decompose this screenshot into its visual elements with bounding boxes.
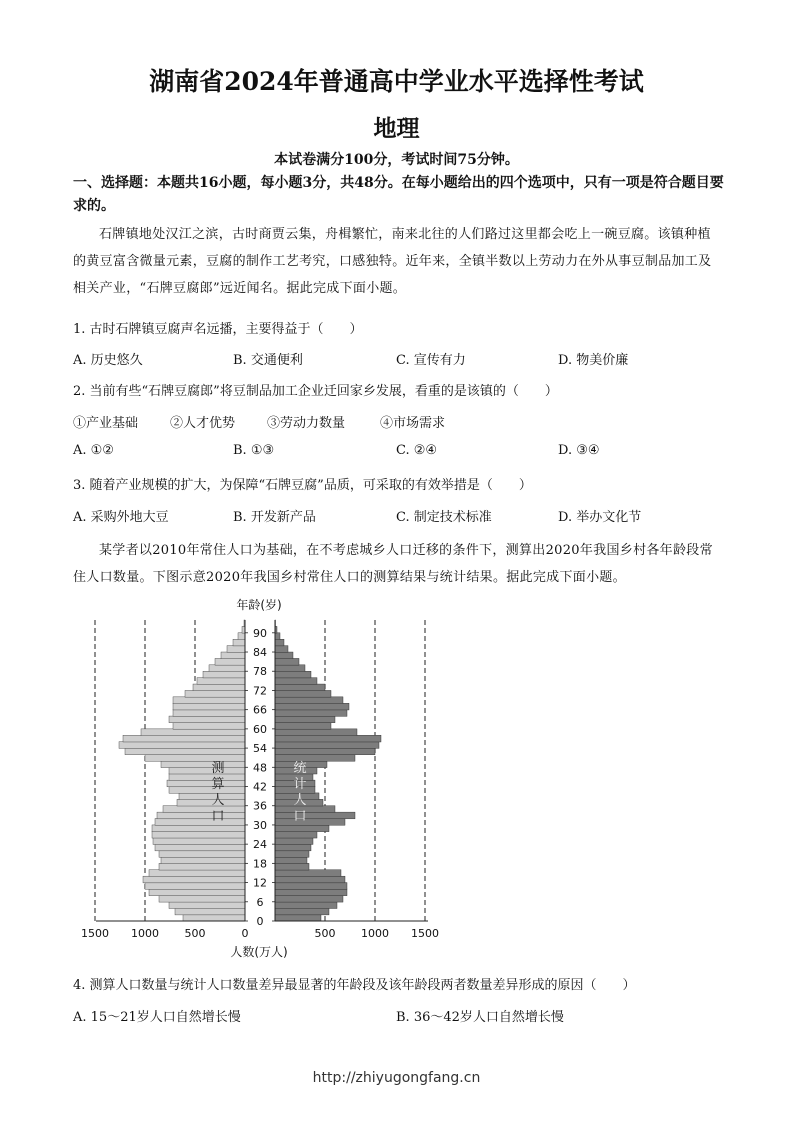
y-tick-label-6: 6 bbox=[256, 895, 264, 909]
right-bar-age-88 bbox=[275, 633, 280, 640]
left-bar-age-88 bbox=[238, 633, 245, 640]
right-bar-age-64 bbox=[275, 710, 347, 717]
x-tick-label-left-500: 500 bbox=[184, 927, 206, 940]
x-tick-label-right-1500: 1500 bbox=[411, 927, 439, 940]
left-bar-age-76 bbox=[203, 671, 245, 678]
x-tick-label-right-1000: 1000 bbox=[361, 927, 389, 940]
left-bar-age-16 bbox=[159, 863, 245, 870]
right-bar-age-52 bbox=[275, 748, 375, 755]
right-bar-age-18 bbox=[275, 857, 307, 864]
left-bar-age-80 bbox=[215, 658, 245, 665]
right-bar-age-16 bbox=[275, 863, 309, 870]
left-bar-age-68 bbox=[173, 697, 245, 704]
left-bar-age-14 bbox=[149, 870, 245, 877]
q1-option-b: B. 交通便利 bbox=[233, 353, 303, 368]
left-bar-age-66 bbox=[173, 703, 245, 710]
y-tick-label-12: 12 bbox=[253, 876, 267, 890]
left-bar-age-70 bbox=[185, 690, 245, 697]
left-bar-age-30 bbox=[155, 819, 245, 826]
right-bar-age-30 bbox=[275, 819, 345, 826]
svg-text:统计人口: 统计人口 bbox=[293, 761, 307, 824]
y-tick-label-90: 90 bbox=[253, 626, 267, 640]
right-bar-age-54 bbox=[275, 742, 379, 749]
y-tick-label-84: 84 bbox=[253, 646, 267, 660]
left-bar-age-20 bbox=[159, 851, 245, 858]
right-bar-age-58 bbox=[275, 729, 357, 736]
left-bar-age-64 bbox=[173, 710, 245, 717]
right-bar-age-70 bbox=[275, 690, 331, 697]
passage-2: 某学者以2010年常住人口为基础，在不考虑城乡人口迁移的条件下，测算出2020年我国乡村各年龄段常住人口数量。下图示意2020年我国乡村常住人口的测算结果与统计结果。据此完成下面小题。 bbox=[73, 543, 713, 585]
left-bar-age-48 bbox=[161, 761, 245, 768]
q2-item-1: ①产业基础 bbox=[73, 416, 139, 431]
exam-title: 湖南省2024年普通高中学业水平选择性考试 bbox=[149, 67, 644, 96]
x-tick-label-left-1000: 1000 bbox=[131, 927, 159, 940]
right-bar-age-22 bbox=[275, 844, 311, 851]
q2-option-c: C. ②④ bbox=[396, 443, 438, 458]
y-tick-label-78: 78 bbox=[253, 665, 267, 679]
left-bar-age-40 bbox=[169, 787, 245, 794]
left-bar-age-58 bbox=[141, 729, 245, 736]
left-bar-age-82 bbox=[221, 652, 245, 659]
left-bar-age-62 bbox=[169, 716, 245, 723]
right-bar-age-14 bbox=[275, 870, 341, 877]
right-bar-age-50 bbox=[275, 754, 355, 761]
q2-item-3: ③劳动力数量 bbox=[267, 416, 346, 431]
q2-option-b: B. ①③ bbox=[233, 443, 275, 458]
right-bar-age-32 bbox=[275, 812, 355, 819]
q2-item-2: ②人才优势 bbox=[170, 416, 236, 431]
left-bar-age-4 bbox=[169, 902, 245, 909]
left-bar-age-60 bbox=[173, 722, 245, 729]
left-bar-age-52 bbox=[125, 748, 245, 755]
left-bar-age-44 bbox=[169, 774, 245, 781]
right-bar-age-10 bbox=[275, 883, 347, 890]
left-bar-age-6 bbox=[159, 895, 245, 902]
x-tick-label-right-500: 500 bbox=[314, 927, 336, 940]
left-bar-age-26 bbox=[152, 831, 245, 838]
left-bar-age-18 bbox=[161, 857, 245, 864]
right-bar-age-86 bbox=[275, 639, 284, 646]
right-bar-age-62 bbox=[275, 716, 335, 723]
y-tick-label-30: 30 bbox=[253, 818, 267, 832]
right-bar-age-80 bbox=[275, 658, 299, 665]
right-bar-age-4 bbox=[275, 902, 337, 909]
right-bar-age-12 bbox=[275, 876, 345, 883]
y-tick-label-60: 60 bbox=[253, 722, 267, 736]
y-tick-label-54: 54 bbox=[253, 742, 267, 756]
left-bar-age-84 bbox=[227, 646, 245, 653]
left-bar-age-8 bbox=[149, 889, 245, 896]
passage-1: 石牌镇地处汉江之滨，古时商贾云集，舟楫繁忙，南来北往的人们路过这里都会吃上一碗豆腐。该镇种植的黄豆富含微量元素，豆腐的制作工艺考究，口感独特。近年来，全镇半数以上劳动力在外从事豆制品加工及相关产业，“石牌豆腐郎”远近闻名。据此完成下面小题。 bbox=[73, 227, 712, 296]
y-tick-label-48: 48 bbox=[253, 761, 267, 775]
q3-option-d: D. 举办文化节 bbox=[558, 510, 642, 525]
right-bar-age-74 bbox=[275, 678, 317, 685]
right-bar-age-68 bbox=[275, 697, 343, 704]
question-1-stem: 1. 古时石牌镇豆腐声名远播，主要得益于（ ） bbox=[73, 322, 363, 337]
right-bar-age-84 bbox=[275, 646, 288, 653]
section-heading: 一、选择题：本题共16小题，每小题3分，共48分。在每小题给出的四个选项中，只有一项是符合题目要求的。 bbox=[73, 175, 724, 214]
right-bar-age-24 bbox=[275, 838, 313, 845]
y-tick-label-36: 36 bbox=[253, 799, 267, 813]
left-bar-age-46 bbox=[169, 767, 245, 774]
left-bar-age-2 bbox=[175, 908, 245, 915]
population-pyramid-svg bbox=[78, 596, 448, 966]
left-bar-age-34 bbox=[163, 806, 245, 813]
q1-option-c: C. 宣传有力 bbox=[396, 353, 466, 368]
q4-option-b: B. 36～42岁人口自然增长慢 bbox=[396, 1010, 564, 1025]
footer-url: http://zhiyugongfang.cn bbox=[312, 1070, 481, 1086]
q4-option-a: A. 15～21岁人口自然增长慢 bbox=[73, 1010, 241, 1025]
left-bar-age-32 bbox=[157, 812, 245, 819]
right-bar-age-78 bbox=[275, 665, 305, 672]
left-bar-age-54 bbox=[119, 742, 245, 749]
left-bar-age-86 bbox=[233, 639, 245, 646]
left-bar-age-0 bbox=[183, 915, 245, 922]
left-bar-age-78 bbox=[209, 665, 245, 672]
right-bar-age-6 bbox=[275, 895, 343, 902]
q1-option-d: D. 物美价廉 bbox=[558, 353, 629, 368]
q2-option-a: A. ①② bbox=[73, 443, 114, 458]
question-2-stem: 2. 当前有些“石牌豆腐郎”将豆制品加工企业迁回家乡发展，看重的是该镇的（ ） bbox=[73, 384, 558, 399]
left-bar-age-50 bbox=[145, 754, 245, 761]
right-bar-age-82 bbox=[275, 652, 293, 659]
right-bar-age-0 bbox=[275, 915, 321, 922]
y-tick-label-72: 72 bbox=[253, 684, 267, 698]
right-bar-age-2 bbox=[275, 908, 329, 915]
x-tick-label-left-1500: 1500 bbox=[81, 927, 109, 940]
left-bar-age-10 bbox=[145, 883, 245, 890]
left-bar-age-28 bbox=[152, 825, 245, 832]
right-bar-age-72 bbox=[275, 684, 325, 691]
right-bar-age-28 bbox=[275, 825, 329, 832]
right-bar-age-8 bbox=[275, 889, 347, 896]
y-tick-label-42: 42 bbox=[253, 780, 267, 794]
y-axis-label: 年龄(岁) bbox=[236, 598, 282, 612]
q3-option-b: B. 开发新产品 bbox=[233, 510, 316, 525]
y-tick-label-66: 66 bbox=[253, 703, 267, 717]
svg-text:测算人口: 测算人口 bbox=[211, 761, 225, 824]
q2-item-4: ④市场需求 bbox=[380, 416, 446, 431]
q1-option-a: A. 历史悠久 bbox=[73, 353, 143, 368]
q3-option-c: C. 制定技术标准 bbox=[396, 510, 492, 525]
left-bar-age-74 bbox=[197, 678, 245, 685]
left-bar-age-24 bbox=[153, 838, 245, 845]
y-tick-label-18: 18 bbox=[253, 857, 267, 871]
y-tick-label-0: 0 bbox=[256, 915, 264, 928]
right-bar-age-56 bbox=[275, 735, 381, 742]
left-bar-age-22 bbox=[155, 844, 245, 851]
question-4-stem: 4. 测算人口数量与统计人口数量差异最显著的年龄段及该年龄段两者数量差异形成的原因（ ） bbox=[73, 978, 636, 993]
right-bar-age-66 bbox=[275, 703, 349, 710]
subject-title: 地理 bbox=[373, 115, 420, 142]
x-tick-label-left-0: 0 bbox=[241, 927, 249, 940]
left-bar-age-12 bbox=[143, 876, 245, 883]
left-bar-age-72 bbox=[193, 684, 245, 691]
y-tick-label-24: 24 bbox=[253, 838, 267, 852]
left-series-label bbox=[211, 761, 224, 824]
right-bar-age-60 bbox=[275, 722, 331, 729]
q2-option-d: D. ③④ bbox=[558, 443, 600, 458]
right-bar-age-76 bbox=[275, 671, 311, 678]
right-bar-age-26 bbox=[275, 831, 317, 838]
question-3-stem: 3. 随着产业规模的扩大，为保障“石牌豆腐”品质，可采取的有效举措是（ ） bbox=[73, 478, 532, 493]
right-bar-age-20 bbox=[275, 851, 309, 858]
population-pyramid-chart bbox=[78, 596, 448, 970]
left-bar-age-56 bbox=[123, 735, 245, 742]
exam-note: 本试卷满分100分，考试时间75分钟。 bbox=[274, 152, 519, 168]
q3-option-a: A. 采购外地大豆 bbox=[73, 510, 169, 525]
x-axis-label: 人数(万人) bbox=[230, 945, 288, 959]
left-bar-age-42 bbox=[167, 780, 245, 787]
